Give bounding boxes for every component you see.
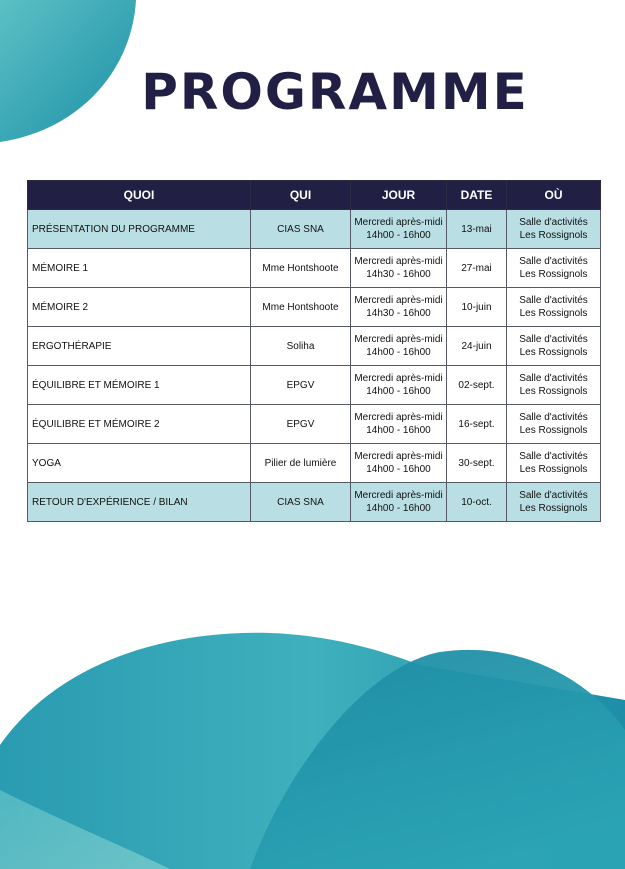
cell-jour-day: Mercredi après-midi xyxy=(354,256,443,267)
cell-ou-place: Les Rossignols xyxy=(519,230,588,241)
cell-date: 27-mai xyxy=(447,249,507,288)
cell-jour xyxy=(351,249,447,288)
column-header-date: DATE xyxy=(447,181,507,210)
cell-date: 02-sept. xyxy=(447,366,507,405)
cell-ou-room: Salle d'activités xyxy=(519,373,588,384)
cell-jour xyxy=(351,327,447,366)
cell-ou-place: Les Rossignols xyxy=(519,386,588,397)
cell-jour xyxy=(351,210,447,249)
cell-quoi: RETOUR D'EXPÉRIENCE / BILAN xyxy=(28,483,251,522)
cell-jour-day: Mercredi après-midi xyxy=(354,334,443,345)
cell-quoi: YOGA xyxy=(28,444,251,483)
cell-ou-place: Les Rossignols xyxy=(519,425,588,436)
cell-ou-room: Salle d'activités xyxy=(519,217,588,228)
cell-ou-place: Les Rossignols xyxy=(519,503,588,514)
cell-quoi: MÉMOIRE 2 xyxy=(28,288,251,327)
cell-ou xyxy=(507,405,601,444)
table-row xyxy=(28,249,601,288)
cell-ou-room: Salle d'activités xyxy=(519,295,588,306)
cell-jour-day: Mercredi après-midi xyxy=(354,451,443,462)
table-row xyxy=(28,327,601,366)
cell-jour xyxy=(351,483,447,522)
cell-ou-place: Les Rossignols xyxy=(519,464,588,475)
cell-date: 16-sept. xyxy=(447,405,507,444)
column-header-ou: OÙ xyxy=(507,181,601,210)
table-row xyxy=(28,288,601,327)
cell-jour-day: Mercredi après-midi xyxy=(354,217,443,228)
cell-ou xyxy=(507,327,601,366)
table-row xyxy=(28,444,601,483)
table-row xyxy=(28,483,601,522)
cell-ou-place: Les Rossignols xyxy=(519,347,588,358)
cell-ou-room: Salle d'activités xyxy=(519,490,588,501)
cell-ou-place: Les Rossignols xyxy=(519,308,588,319)
cell-jour-time: 14h00 - 16h00 xyxy=(366,503,431,514)
cell-ou-room: Salle d'activités xyxy=(519,451,588,462)
cell-qui: Mme Hontshoote xyxy=(251,288,351,327)
cell-ou-room: Salle d'activités xyxy=(519,334,588,345)
cell-qui: Mme Hontshoote xyxy=(251,249,351,288)
page-title: PROGRAMME xyxy=(141,63,529,121)
column-header-quoi: QUOI xyxy=(28,181,251,210)
cell-jour-time: 14h00 - 16h00 xyxy=(366,230,431,241)
cell-jour xyxy=(351,405,447,444)
cell-ou xyxy=(507,210,601,249)
table-row xyxy=(28,210,601,249)
cell-jour-day: Mercredi après-midi xyxy=(354,373,443,384)
cell-quoi: MÉMOIRE 1 xyxy=(28,249,251,288)
cell-ou xyxy=(507,444,601,483)
cell-ou xyxy=(507,288,601,327)
cell-qui: CIAS SNA xyxy=(251,210,351,249)
cell-qui: EPGV xyxy=(251,366,351,405)
cell-jour-time: 14h00 - 16h00 xyxy=(366,464,431,475)
cell-quoi: ÉQUILIBRE ET MÉMOIRE 1 xyxy=(28,366,251,405)
cell-qui: Soliha xyxy=(251,327,351,366)
cell-ou xyxy=(507,483,601,522)
cell-jour-day: Mercredi après-midi xyxy=(354,490,443,501)
cell-qui: EPGV xyxy=(251,405,351,444)
cell-quoi: ÉQUILIBRE ET MÉMOIRE 2 xyxy=(28,405,251,444)
cell-quoi: ERGOTHÉRAPIE xyxy=(28,327,251,366)
cell-ou-place: Les Rossignols xyxy=(519,269,588,280)
cell-date: 10-juin xyxy=(447,288,507,327)
column-header-qui: QUI xyxy=(251,181,351,210)
cell-jour xyxy=(351,288,447,327)
cell-ou xyxy=(507,249,601,288)
cell-jour-time: 14h00 - 16h00 xyxy=(366,386,431,397)
cell-qui: Pilier de lumière xyxy=(251,444,351,483)
cell-ou xyxy=(507,366,601,405)
cell-jour-time: 14h00 - 16h00 xyxy=(366,347,431,358)
table-row xyxy=(28,405,601,444)
cell-jour-time: 14h30 - 16h00 xyxy=(366,269,431,280)
cell-quoi: PRÉSENTATION DU PROGRAMME xyxy=(28,210,251,249)
cell-jour-day: Mercredi après-midi xyxy=(354,412,443,423)
cell-jour-time: 14h30 - 16h00 xyxy=(366,308,431,319)
cell-date: 10-oct. xyxy=(447,483,507,522)
cell-ou-room: Salle d'activités xyxy=(519,256,588,267)
cell-qui: CIAS SNA xyxy=(251,483,351,522)
cell-jour xyxy=(351,444,447,483)
column-header-jour: JOUR xyxy=(351,181,447,210)
cell-jour-day: Mercredi après-midi xyxy=(354,295,443,306)
table-row xyxy=(28,366,601,405)
cell-date: 24-juin xyxy=(447,327,507,366)
cell-jour xyxy=(351,366,447,405)
cell-jour-time: 14h00 - 16h00 xyxy=(366,425,431,436)
programme-table xyxy=(27,180,601,522)
cell-date: 30-sept. xyxy=(447,444,507,483)
table-header-row xyxy=(28,181,601,210)
cell-ou-room: Salle d'activités xyxy=(519,412,588,423)
cell-date: 13-mai xyxy=(447,210,507,249)
